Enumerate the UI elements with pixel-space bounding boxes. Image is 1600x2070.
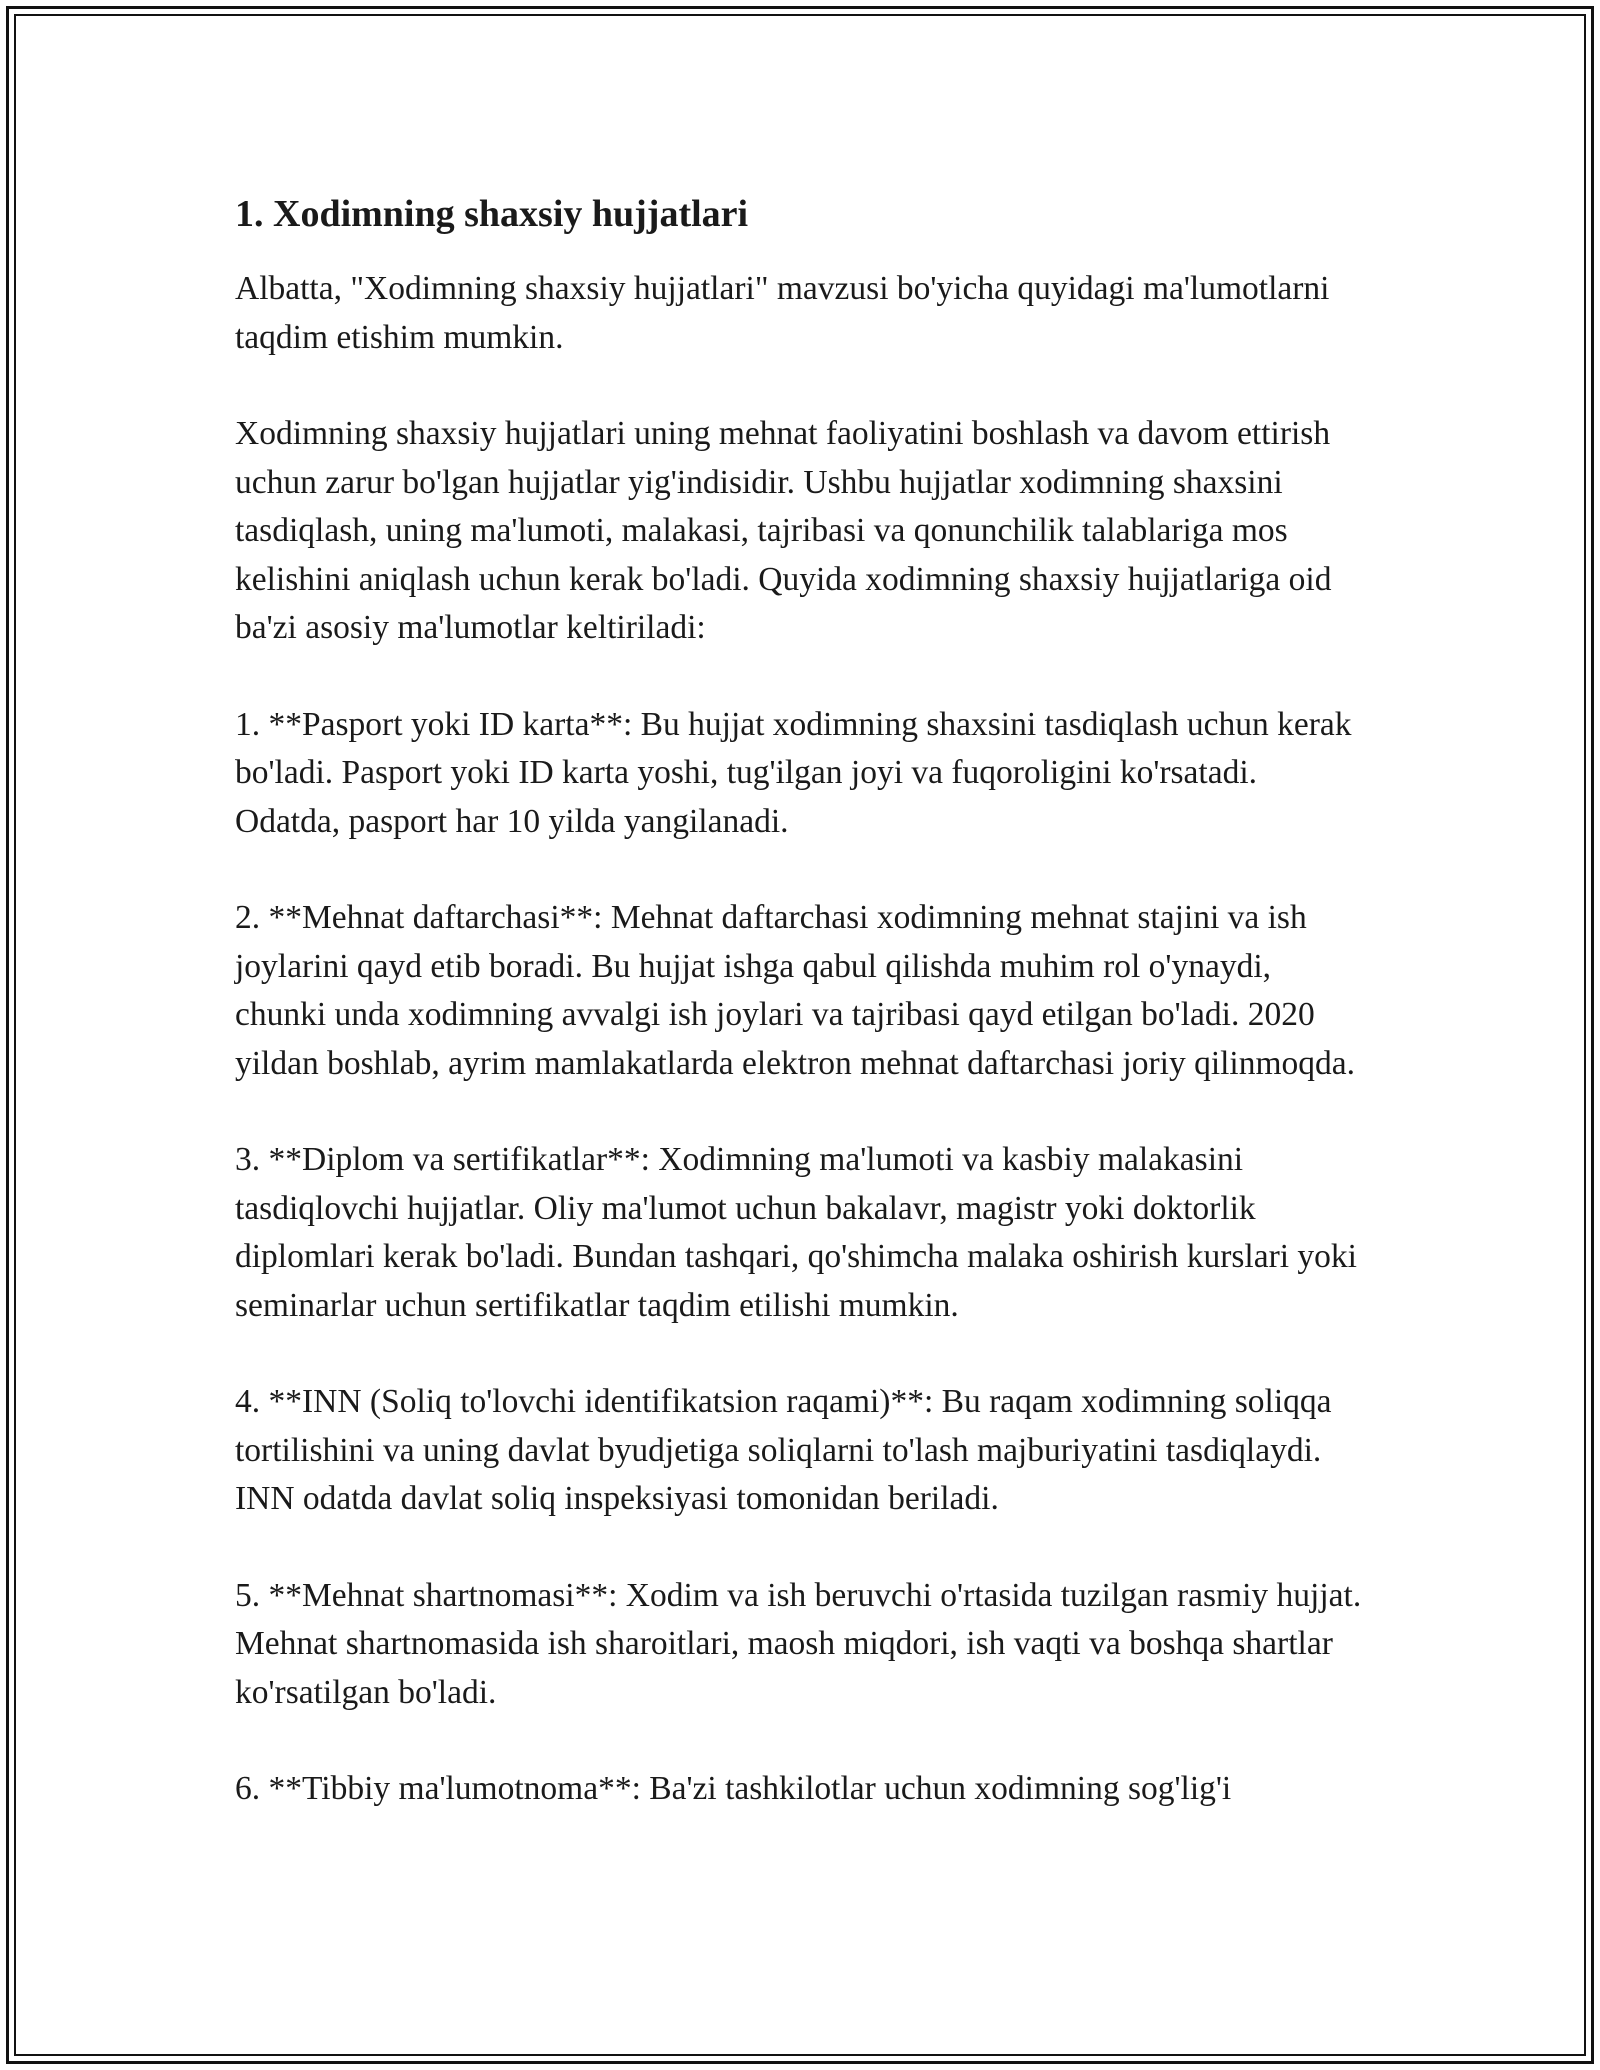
- overview-paragraph: Xodimning shaxsiy hujjatlari uning mehnat faoliyatini boshlash va davom ettirish uchun zarur bo'lgan hujjatlar yig'indisidir. Ushbu hujjatlar xodimning shaxsini tasdiqlash, uning ma'lumoti, malakasi, tajribasi va qonunchilik talablariga mos kelishini aniqlash uchun kerak bo'ladi. Quyida xodimning shaxsiy hujjatlariga oid ba'zi asosiy ma'lumotlar keltiriladi:: [235, 415, 1332, 646]
- list-item-employment-contract: 5. **Mehnat shartnomasi**: Xodim va ish beruvchi o'rtasida tuzilgan rasmiy hujjat. Mehnat shartnomasida ish sharoitlari, maosh miqdori, ish vaqti va boshqa shartlar ko'rsatilgan bo'ladi.: [235, 1576, 1362, 1711]
- list-item-work-book: 2. **Mehnat daftarchasi**: Mehnat daftarchasi xodimning mehnat stajini va ish joylarini qayd etib boradi. Bu hujjat ishga qabul qilishda muhim rol o'ynaydi, chunki unda xodimning avvalgi ish joylari va tajribasi qayd etilgan bo'ladi. 2020 yildan boshlab, ayrim mamlakatlarda elektron mehnat daftarchasi joriy qilinmoqda.: [235, 899, 1356, 1082]
- intro-paragraph: Albatta, "Xodimning shaxsiy hujjatlari" mavzusi bo'yicha quyidagi ma'lumotlarni taqdim etishim mumkin.: [235, 270, 1330, 356]
- list-item-diplomas: 3. **Diplom va sertifikatlar**: Xodimning ma'lumoti va kasbiy malakasini tasdiqlovchi hujjatlar. Oliy ma'lumot uchun bakalavr, magistr yoki doktorlik diplomlari kerak bo'ladi. Bundan tashqari, qo'shimcha malaka oshirish kurslari yoki seminarlar uchun sertifikatlar taqdim etilishi mumkin.: [235, 1141, 1357, 1324]
- document-page: [235, 185, 1370, 1862]
- document-title: 1. Xodimning shaxsiy hujjatlari: [235, 193, 749, 235]
- list-item-inn: 4. **INN (Soliq to'lovchi identifikatsion raqami)**: Bu raqam xodimning soliqqa tortilishini va uning davlat byudjetiga soliqlarni to'lash majburiyatini tasdiqlaydi. INN odatda davlat soliq inspeksiyasi tomonidan beriladi.: [235, 1383, 1332, 1517]
- list-item-passport: 1. **Pasport yoki ID karta**: Bu hujjat xodimning shaxsini tasdiqlash uchun kerak bo'ladi. Pasport yoki ID karta yoshi, tug'ilgan joyi va fuqoroligini ko'rsatadi. Odatda, pasport har 10 yilda yangilanadi.: [235, 705, 1352, 840]
- list-item-medical-certificate: 6. **Tibbiy ma'lumotnoma**: Ba'zi tashkilotlar uchun xodimning sog'lig'i: [235, 1770, 1232, 1807]
